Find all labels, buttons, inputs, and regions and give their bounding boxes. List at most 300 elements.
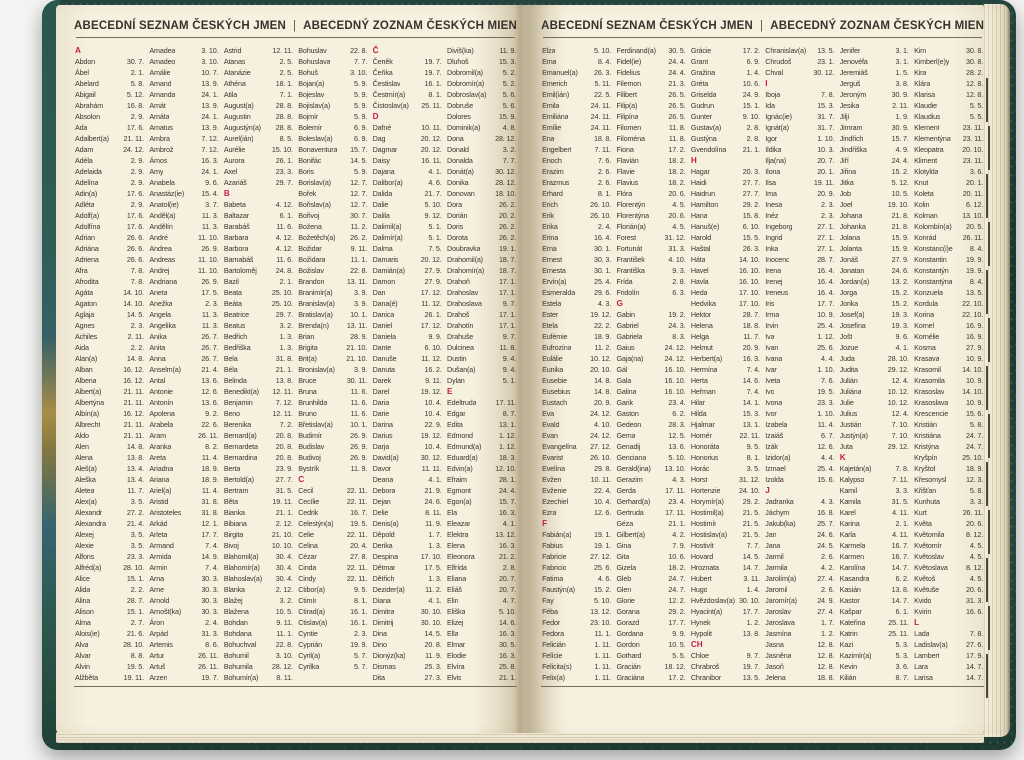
name-entry: Cecílie 22. 11. [298, 497, 368, 506]
name-entry: Bibiana 2. 12. [223, 519, 293, 528]
name-entry: Astrid 12. 11. [223, 46, 293, 55]
name-entry: Dluhoš 15. 3. [447, 57, 517, 66]
name-entry: Adolfína 17. 6. [75, 222, 144, 231]
name-entry: Gunter 9. 10. [690, 112, 760, 121]
name-entry: Beatus 3. 2. [223, 321, 293, 330]
name-entry: Josef(a) 19. 3. [839, 310, 909, 319]
name-entry: Kolin 6. 12. [914, 200, 984, 209]
name-entry: Alice 15. 1. [75, 574, 144, 583]
name-entry: Flóra 20. 6. [616, 189, 686, 198]
name-entry: Jasna 12. 8. [765, 640, 835, 649]
name-entry: Damaris 20. 12. [372, 255, 442, 264]
name-entry: Jáchym 16. 8. [765, 508, 835, 517]
name-entry: Justýn(a) 7. 10. [839, 431, 909, 440]
name-column-2 [149, 45, 218, 683]
name-entry: Hynek 1. 2. [690, 618, 760, 627]
name-entry: Kastor 14. 7. [839, 596, 909, 605]
name-entry: Gaius 24. 12. [616, 343, 686, 352]
name-entry: Arzen 19. 7. [149, 673, 219, 682]
name-entry: Korina 22. 10. [914, 310, 984, 319]
name-entry: Bruce 30. 11. [298, 376, 368, 385]
name-entry: Ernesta 30. 1. [542, 266, 612, 275]
name-entry: Hektor 28. 7. [690, 310, 760, 319]
name-entry: Cedrik 16. 7. [298, 508, 368, 517]
name-entry: Božidara 11. 1. [298, 255, 368, 264]
name-entry: Branimír(a) 3. 9. [298, 288, 368, 297]
name-entry: Genciana 5. 10. [616, 453, 686, 462]
name-entry: Delie 8. 11. [372, 508, 442, 517]
name-entry: Jonáš 27. 9. [839, 255, 909, 264]
name-entry: Jozue 4. 1. [839, 343, 909, 352]
name-entry: Fabián(a) 19. 1. [542, 530, 612, 539]
name-entry: Kvido 31. 3. [914, 596, 984, 605]
name-entry: Ezra 12. 6. [542, 508, 612, 517]
name-entry: Emílie 24. 11. [542, 123, 612, 132]
section-letter: C [298, 475, 305, 484]
name-column-1 [75, 45, 144, 683]
name-entry: Krescencie 15. 6. [914, 409, 984, 418]
name-entry: Gilbert(a) 4. 2. [616, 530, 686, 539]
name-entry: Helmut 20. 9. [690, 343, 760, 352]
name-entry: Dionýz(ka) 11. 9. [372, 651, 442, 660]
section-letter: J [765, 486, 770, 495]
name-entry: Jerguš 3. 8. [839, 79, 909, 88]
name-entry: Dobromil(a) 5. 2. [447, 68, 517, 77]
name-entry: Chrabroš 19. 7. [690, 662, 760, 671]
page-header [74, 20, 517, 32]
name-entry: Ilona 20. 1. [765, 167, 835, 176]
name-entry: Gertruda 17. 11. [616, 508, 686, 517]
name-entry: Arleta 17. 7. [149, 530, 219, 539]
name-entry: Filipína 26. 5. [616, 112, 686, 121]
name-entry: Bořivoj 30. 7. [298, 211, 368, 220]
name-entry: Gál 16. 10. [616, 365, 686, 374]
name-entry: Dětřich 1. 3. [372, 574, 442, 583]
name-entry: Klára 12. 8. [914, 79, 984, 88]
name-entry: Julián 12. 4. [839, 376, 909, 385]
name-entry: Barbora 4. 12. [223, 244, 293, 253]
name-entry: Klaudius 5. 5. [914, 112, 984, 121]
page-header [541, 20, 984, 32]
name-entry: Květa 20. 6. [914, 519, 984, 528]
name-entry: Izabela 11. 4. [765, 420, 835, 429]
name-entry: Antonín 13. 6. [149, 398, 219, 407]
name-entry: Dorota 26. 2. [447, 233, 517, 242]
name-entry: Ariadna 18. 9. [149, 464, 219, 473]
name-entry: Izmael 25. 4. [765, 464, 835, 473]
name-entry: Gala 16. 10. [616, 376, 686, 385]
name-entry: Faustýn(a) 15. 2. [542, 585, 612, 594]
name-entry: Karla 4. 11. [839, 530, 909, 539]
name-entry: Eufémie 18. 9. [542, 332, 612, 341]
section-letter: L [914, 618, 920, 627]
name-entry: Kordula 22. 10. [914, 299, 984, 308]
name-entry: Erna 30. 1. [542, 244, 612, 253]
name-entry: Anděl(a) 11. 3. [149, 211, 219, 220]
name-entry: Evangelína 27. 12. [542, 442, 612, 451]
name-entry: Bonaventura 15. 7. [298, 145, 368, 154]
name-entry: Albena 16. 12. [75, 376, 144, 385]
name-entry: Dětmar 17. 5. [372, 563, 442, 572]
name-entry: David(a) 30. 12. [372, 453, 442, 462]
name-entry: Hamilton 29. 2. [690, 200, 760, 209]
name-entry: Ivar 1. 10. [765, 365, 835, 374]
name-entry: Albrecht 21. 11. [75, 420, 144, 429]
name-entry: Bojeslav 5. 9. [298, 90, 368, 99]
name-entry: Julie 10. 12. [839, 398, 909, 407]
name-entry: Hyacint(a) 17. 7. [690, 607, 760, 616]
name-entry: Běta 19. 11. [223, 497, 293, 506]
name-entry: Bohuš 3. 10. [298, 68, 368, 77]
name-entry: Bivoj 10. 10. [223, 541, 293, 550]
name-entry: Fatima 4. 6. [542, 574, 612, 583]
name-entry: Evžen 10. 11. [542, 475, 612, 484]
name-entry: Josefína 19. 3. [839, 321, 909, 330]
name-column-8 [616, 45, 685, 683]
name-entry: Kornel 16. 9. [914, 321, 984, 330]
name-entry: Jakub(ka) 25. 7. [765, 519, 835, 528]
name-entry: Dino 20. 8. [372, 640, 442, 649]
name-entry: Griselda 24. 9. [690, 90, 760, 99]
name-entry: Gabriela 8. 3. [616, 332, 686, 341]
name-entry: Bolemír 6. 9. [298, 123, 368, 132]
name-entry: Bianka 21. 1. [223, 508, 293, 517]
name-entry: Hagar 20. 3. [690, 167, 760, 176]
name-entry: Havla 16. 10. [690, 277, 760, 286]
name-entry: Kvirin 16. 6. [914, 607, 984, 616]
name-entry: Eleazar 4. 1. [447, 519, 517, 528]
name-entry: Adolf(a) 17. 6. [75, 211, 144, 220]
name-entry: Beáta 25. 10. [223, 299, 293, 308]
name-entry: Gedeon 28. 3. [616, 420, 686, 429]
name-entry: Kosma 27. 9. [914, 343, 984, 352]
name-entry: Agaton 14. 10. [75, 299, 144, 308]
name-entry: Gaston 6. 2. [616, 409, 686, 418]
name-entry: Edmond 1. 12. [447, 431, 517, 440]
page-left [56, 5, 529, 733]
name-entry: Klementýna 23. 11. [914, 134, 984, 143]
name-entry: Bojislav(a) 5. 9. [298, 101, 368, 110]
name-entry: Fidel(ie) 24. 4. [616, 57, 686, 66]
name-entry: Blanka 2. 12. [223, 585, 293, 594]
name-entry: Afra 7. 8. [75, 266, 144, 275]
name-entry: Dylan 5. 1. [447, 376, 517, 385]
name-entry: Ester 19. 12. [542, 310, 612, 319]
name-entry: Anika 26. 7. [149, 332, 219, 341]
name-entry: Bohuslav 22. 8. [298, 46, 368, 55]
name-entry: Havel 16. 10. [690, 266, 760, 275]
name-entry: Blahomír(a) 30. 4. [223, 563, 293, 572]
name-entry: Homér 22. 11. [690, 431, 760, 440]
name-entry: Haštal 26. 3. [690, 244, 760, 253]
name-entry: Drahotín 17. 1. [447, 321, 517, 330]
name-entry: Božidar 9. 11. [298, 244, 368, 253]
name-entry: Justián 7. 10. [839, 420, 909, 429]
name-entry: Ilja(na) 20. 7. [765, 156, 835, 165]
name-entry: Béla 21. 1. [223, 365, 293, 374]
name-entry: Kira 28. 2. [914, 68, 984, 77]
name-entry: Borislav(a) 12. 7. [298, 178, 368, 187]
name-entry: Brenda(n) 13. 11. [298, 321, 368, 330]
name-column-9 [691, 45, 760, 683]
name-entry: Květomír 4. 5. [914, 541, 984, 550]
name-entry: Klement 23. 11. [914, 123, 984, 132]
name-entry: Emila 24. 11. [542, 101, 612, 110]
name-entry: Dona 28. 12. [447, 134, 517, 143]
name-entry: Hortenzie 24. 10. [690, 486, 760, 495]
name-entry: Božislav 22. 8. [298, 266, 368, 275]
name-entry: Karina 2. 1. [839, 519, 909, 528]
name-entry: Božetěch(a) 26. 2. [298, 233, 368, 242]
name-entry: Angelika 11. 3. [149, 321, 219, 330]
name-entry: Emiliána 24. 11. [542, 112, 612, 121]
name-entry: Krasoslava 10. 9. [914, 398, 984, 407]
name-entry: Dafné 10. 11. [372, 123, 442, 132]
name-entry: Izák 12. 6. [765, 442, 835, 451]
name-entry: Celestýn(a) 19. 5. [298, 519, 368, 528]
name-entry: Jenovéfa 3. 1. [839, 57, 909, 66]
name-entry: Gražina 1. 4. [690, 68, 760, 77]
name-entry: Dalimír(a) 5. 1. [372, 233, 442, 242]
name-entry: Cecil 22. 11. [298, 486, 368, 495]
name-entry: Háta 14. 10. [690, 255, 760, 264]
name-entry: Aletea 11. 7. [75, 486, 144, 495]
name-entry: Jan 24. 6. [765, 530, 835, 539]
name-entry: Abelard 5. 8. [75, 79, 144, 88]
name-entry: Ábel 2. 1. [75, 68, 144, 77]
name-entry: Flavie 18. 2. [616, 167, 686, 176]
name-entry: Kryšpín 25. 10. [914, 453, 984, 462]
name-entry: Arpád 31. 3. [149, 629, 219, 638]
name-entry: Ivana 4. 4. [765, 354, 835, 363]
section-letter: A [75, 46, 81, 55]
page-title-separator: | [292, 20, 297, 32]
name-entry: Alan(a) 14. 8. [75, 354, 144, 363]
name-entry: Ilsa 19. 11. [765, 178, 835, 187]
name-entry: Bernardina 20. 8. [223, 453, 293, 462]
name-entry: Herbert(a) 16. 3. [690, 354, 760, 363]
name-entry: Hana 15. 8. [690, 211, 760, 220]
name-entry: Drahoš 17. 1. [447, 310, 517, 319]
name-entry: Irenej 16. 4. [765, 277, 835, 286]
name-entry: Engelbert 7. 11. [542, 145, 612, 154]
name-entry: Elena 16. 3. [447, 541, 517, 550]
section-letter: G [616, 299, 623, 308]
name-entry: Genadij 13. 6. [616, 442, 686, 451]
name-entry: Hypolit 13. 8. [690, 629, 760, 638]
name-entry: Jolanta 15. 9. [839, 244, 909, 253]
name-entry: Hostivít 7. 7. [690, 541, 760, 550]
name-entry: Aleška 13. 4. [75, 475, 144, 484]
name-entry: Aida 2. 2. [75, 343, 144, 352]
name-entry: Haidrun 27. 7. [690, 189, 760, 198]
name-entry: Hovard 14. 5. [690, 552, 760, 561]
name-entry: Kunhuta 3. 3. [914, 497, 984, 506]
name-entry: Dušan(a) 9. 4. [447, 365, 517, 374]
name-entry: Ambra 7. 12. [149, 134, 219, 143]
name-entry: Ivona 23. 3. [765, 398, 835, 407]
name-entry: Dobromír(a) 5. 2. [447, 79, 517, 88]
name-entry: Boris 5. 9. [298, 167, 368, 176]
name-entry: Ema 8. 4. [542, 57, 612, 66]
name-entry: Ildika 10. 3. [765, 145, 835, 154]
name-entry: Fabricio 25. 6. [542, 563, 612, 572]
name-entry: Kašpar 6. 1. [839, 607, 909, 616]
name-entry: Darja 10. 4. [372, 442, 442, 451]
name-entry: Izidor(a) 4. 4. [765, 453, 835, 462]
name-entry: Hermína 7. 4. [690, 365, 760, 374]
name-entry: Inka 27. 1. [765, 244, 835, 253]
name-entry: Darie 10. 4. [372, 409, 442, 418]
name-entry: Hjalmar 13. 1. [690, 420, 760, 429]
name-entry: Fay 5. 10. [542, 596, 612, 605]
name-entry: Ervín(a) 25. 4. [542, 277, 612, 286]
name-entry: Františka 9. 3. [616, 266, 686, 275]
name-entry: Achiles 2. 11. [75, 332, 144, 341]
name-entry: Dina 14. 5. [372, 629, 442, 638]
name-entry: Aurélie 15. 10. [223, 145, 293, 154]
name-entry: Ivo 19. 5. [765, 387, 835, 396]
name-entry: Inesa 2. 3. [765, 200, 835, 209]
name-entry: Flavián 18. 2. [616, 156, 686, 165]
name-entry: Eusebius 14. 8. [542, 387, 612, 396]
name-entry: Ctirad(a) 16. 1. [298, 607, 368, 616]
name-entry: Bojmír 5. 9. [298, 112, 368, 121]
header-rule [543, 37, 982, 38]
name-entry: Bystrík 11. 9. [298, 464, 368, 473]
name-entry: Ezechiel 10. 4. [542, 497, 612, 506]
name-entry: Edvin(a) 12. 10. [447, 464, 517, 473]
name-entry: Irena 16. 4. [765, 266, 835, 275]
name-entry: Fortunát 31. 3. [616, 244, 686, 253]
name-entry: Alfréd(a) 28. 10. [75, 563, 144, 572]
name-entry: Květoš 4. 5. [914, 574, 984, 583]
name-entry: Dora 26. 2. [447, 200, 517, 209]
name-entry: Anežka 2. 3. [149, 299, 219, 308]
name-entry: Fiona 17. 2. [616, 145, 686, 154]
name-entry: Felície 1. 11. [542, 651, 612, 660]
name-entry: Fabius 19. 1. [542, 541, 612, 550]
name-entry: Jiří 24. 4. [839, 156, 909, 165]
name-entry: Gerazim 4. 3. [616, 475, 686, 484]
name-entry: Felix(a) 1. 11. [542, 673, 612, 682]
name-entry: Bořek 12. 7. [298, 189, 368, 198]
name-entry: Gita 10. 6. [616, 552, 686, 561]
name-entry: Čeněk 19. 7. [372, 57, 442, 66]
name-entry: Dana(é) 11. 12. [372, 299, 442, 308]
name-entry: Bruna 11. 6. [298, 387, 368, 396]
name-entry: Dorián 20. 2. [447, 211, 517, 220]
name-entry: Babeta 4. 12. [223, 200, 293, 209]
name-entry: Lada 7. 8. [914, 629, 984, 638]
name-entry: Gréta 10. 6. [690, 79, 760, 88]
name-entry: Abrahám 16. 8. [75, 101, 144, 110]
name-entry: Celina 20. 4. [298, 541, 368, 550]
name-entry: Adéla 2. 9. [75, 156, 144, 165]
name-entry: Kevin 3. 6. [839, 662, 909, 671]
name-entry: Amatus 13. 9. [149, 123, 219, 132]
name-entry: Drahoslava 9. 7. [447, 299, 517, 308]
page-title-czech: ABECEDNÍ SEZNAM ČESKÝCH JMEN [541, 20, 754, 32]
name-entry: Joel 19. 10. [839, 200, 909, 209]
section-letter: CH [690, 640, 703, 649]
name-entry: Gvendolína 21. 1. [690, 145, 760, 154]
name-entry: Blažej 3. 2. [223, 596, 293, 605]
name-entry: Hostimil(a) 21. 5. [690, 508, 760, 517]
name-entry: Iveta 7. 6. [765, 376, 835, 385]
name-entry: Jasoň 12. 8. [765, 662, 835, 671]
name-column-4 [298, 45, 367, 683]
name-entry: Augustin 28. 8. [223, 112, 293, 121]
name-entry: Danica 26. 1. [372, 310, 442, 319]
name-entry: Jeremiáš 1. 5. [839, 68, 909, 77]
name-entry: Johana 21. 8. [839, 211, 909, 220]
name-entry: Albín(a) 16. 12. [75, 409, 144, 418]
name-entry: Alena 13. 8. [75, 453, 144, 462]
name-entry: August(a) 28. 8. [223, 101, 293, 110]
name-entry: Dag 20. 12. [372, 134, 442, 143]
name-entry: Iboja 7. 8. [765, 90, 835, 99]
name-entry: Daniel 17. 12. [372, 321, 442, 330]
name-entry: Egmont 24. 4. [447, 486, 517, 495]
name-entry: Cindy 22. 11. [298, 574, 368, 583]
name-entry: Beno 12. 11. [223, 409, 293, 418]
name-entry: Eliška 5. 10. [447, 607, 517, 616]
name-entry: Evald 4. 10. [542, 420, 612, 429]
name-entry: Izaiáš 6. 7. [765, 431, 835, 440]
name-entry: Gordana 9. 9. [616, 629, 686, 638]
name-entry: Dustin 9. 4. [447, 354, 517, 363]
name-entry: Dajana 4. 1. [372, 167, 442, 176]
name-entry: Augustýn(a) 28. 8. [223, 123, 293, 132]
name-entry: Božena 11. 2. [298, 222, 368, 231]
name-entry: Armand 7. 4. [149, 541, 219, 550]
name-entry: Evarist 26. 10. [542, 453, 612, 462]
name-entry: Agnes 2. 3. [75, 321, 144, 330]
name-entry: Adléta 2. 9. [75, 200, 144, 209]
name-entry: Bazil 2. 1. [223, 277, 293, 286]
name-entry: Bohuslava 7. 7. [298, 57, 368, 66]
name-entry: Adrian 26. 6. [75, 233, 144, 242]
name-entry: Florián(a) 4. 5. [616, 222, 686, 231]
name-entry: Edmund(a) 1. 12. [447, 442, 517, 451]
name-entry: Eliana 20. 7. [447, 574, 517, 583]
name-entry: Ena 18. 8. [542, 134, 612, 143]
name-entry: Kimberl(e)y 30. 8. [914, 57, 984, 66]
name-entry: Antonie 12. 6. [149, 387, 219, 396]
name-columns-left [74, 43, 517, 687]
section-letter: D [372, 112, 379, 121]
name-entry: Cyrilka 5. 7. [298, 662, 368, 671]
name-entry: Daria 10. 4. [372, 398, 442, 407]
name-entry: Heřman 7. 4. [690, 387, 760, 396]
name-entry: Atila 7. 1. [223, 90, 293, 99]
name-entry: Edeltruda 17. 11. [447, 398, 517, 407]
name-entry: Dimitrij 30. 10. [372, 618, 442, 627]
name-entry: Iris 17. 7. [765, 299, 835, 308]
name-entry: Géza 21. 1. [616, 519, 686, 528]
name-entry: Jindřiška 4. 9. [839, 145, 909, 154]
name-entry: Drahoň 17. 1. [447, 277, 517, 286]
name-entry: Jenifer 3. 1. [839, 46, 909, 55]
name-entry: Hanuš(e) 6. 10. [690, 222, 760, 231]
name-entry: Jarolím(a) 27. 4. [765, 574, 835, 583]
name-entry: Jeroným 30. 9. [839, 90, 909, 99]
name-entry: Brian 28. 9. [298, 332, 368, 341]
name-entry: Hilda 15. 3. [690, 409, 760, 418]
name-entry: Gabin 19. 2. [616, 310, 686, 319]
name-entry: Apolena 9. 2. [149, 409, 219, 418]
